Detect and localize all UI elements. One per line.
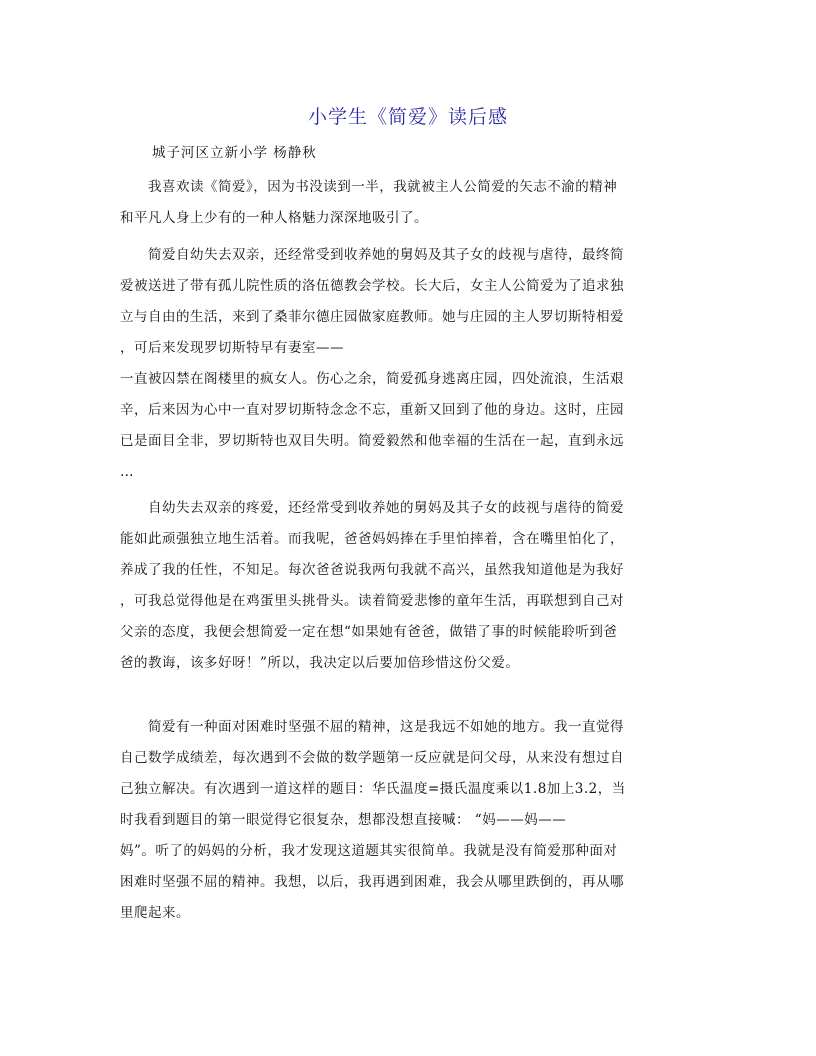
document-title: 小学生《简爱》读后感 <box>307 106 508 128</box>
paragraph-line: 立与自由的生活，来到了桑菲尔德庄园做家庭教师。她与庄园的主人罗切斯特相爱 <box>120 309 624 325</box>
paragraph-line: 和平凡人身上少有的一种人格魅力深深地吸引了。 <box>120 210 428 226</box>
paragraph-line: 能如此顽强独立地生活着。而我呢，爸爸妈妈捧在手里怕摔着，含在嘴里怕化了， <box>120 531 624 547</box>
paragraph-line: 我喜欢读《简爱》，因为书没读到一半，我就被主人公简爱的矢志不渝的精神 <box>148 179 618 195</box>
paragraph-2 <box>120 240 698 488</box>
paragraph-line: 己独立解决。有次遇到一道这样的题目：华氏温度=摄氏温度乘以1.8加上3.2，当 <box>120 781 626 797</box>
paragraph-line: … <box>120 464 134 480</box>
paragraph-line: ，可我总觉得他是在鸡蛋里头挑骨头。读着简爱悲惨的童年生活，再联想到自己对 <box>120 593 624 609</box>
paragraph-line: 自幼失去双亲的疼爱，还经常受到收养她的舅妈及其子女的歧视与虐待的简爱 <box>148 500 624 516</box>
paragraph-line: 时我看到题目的第一眼觉得它很复杂，想都没想直接喊： “妈——妈—— <box>120 812 567 828</box>
paragraph-line: 爸的教诲，该多好呀！”所以，我决定以后要加倍珍惜这份父爱。 <box>120 655 520 671</box>
paragraph-line: 爱被送进了带有孤儿院性质的洛伍德教会学校。长大后，女主人公简爱为了追求独 <box>120 278 624 294</box>
paragraph-line: 已是面目全非，罗切斯特也双目失明。简爱毅然和他幸福的生活在一起，直到永远 <box>120 433 624 449</box>
paragraph-line: 困难时坚强不屈的精神。我想，以后，我再遇到困难，我会从哪里跌倒的，再从哪 <box>120 874 624 890</box>
paragraph-line: 里爬起来。 <box>120 905 190 921</box>
paragraph-line: ，可后来发现罗切斯特早有妻室—— <box>120 340 344 356</box>
paragraph-4 <box>120 712 698 929</box>
paragraph-line: 父亲的态度，我便会想简爱一定在想“如果她有爸爸，做错了事的时候能聆听到爸 <box>120 624 618 640</box>
paragraph-line: 自己数学成绩差，每次遇到不会做的数学题第一反应就是问父母，从来没有想过自 <box>120 750 624 766</box>
paragraph-line: 辛，后来因为心中一直对罗切斯特念念不忘，重新又回到了他的身边。这时，庄园 <box>120 402 624 418</box>
paragraph-line: 简爱有一种面对困难时坚强不屈的精神，这是我远不如她的地方。我一直觉得 <box>148 719 624 735</box>
paragraph-1 <box>120 172 698 234</box>
author-line: 城子河区立新小学 杨静秋 <box>152 145 317 161</box>
paragraph-3 <box>120 493 698 679</box>
paragraph-line: 养成了我的任性，不知足。每次爸爸说我两句我就不高兴，虽然我知道他是为我好 <box>120 562 624 578</box>
paragraph-line: 妈”。听了的妈妈的分析，我才发现这道题其实很简单。我就是没有简爱那种面对 <box>120 843 618 859</box>
paragraph-line: 简爱自幼失去双亲，还经常受到收养她的舅妈及其子女的歧视与虐待，最终简 <box>148 247 624 263</box>
paragraph-line: 一直被囚禁在阁楼里的疯女人。伤心之余，简爱孤身逃离庄园，四处流浪，生活艰 <box>120 371 624 387</box>
